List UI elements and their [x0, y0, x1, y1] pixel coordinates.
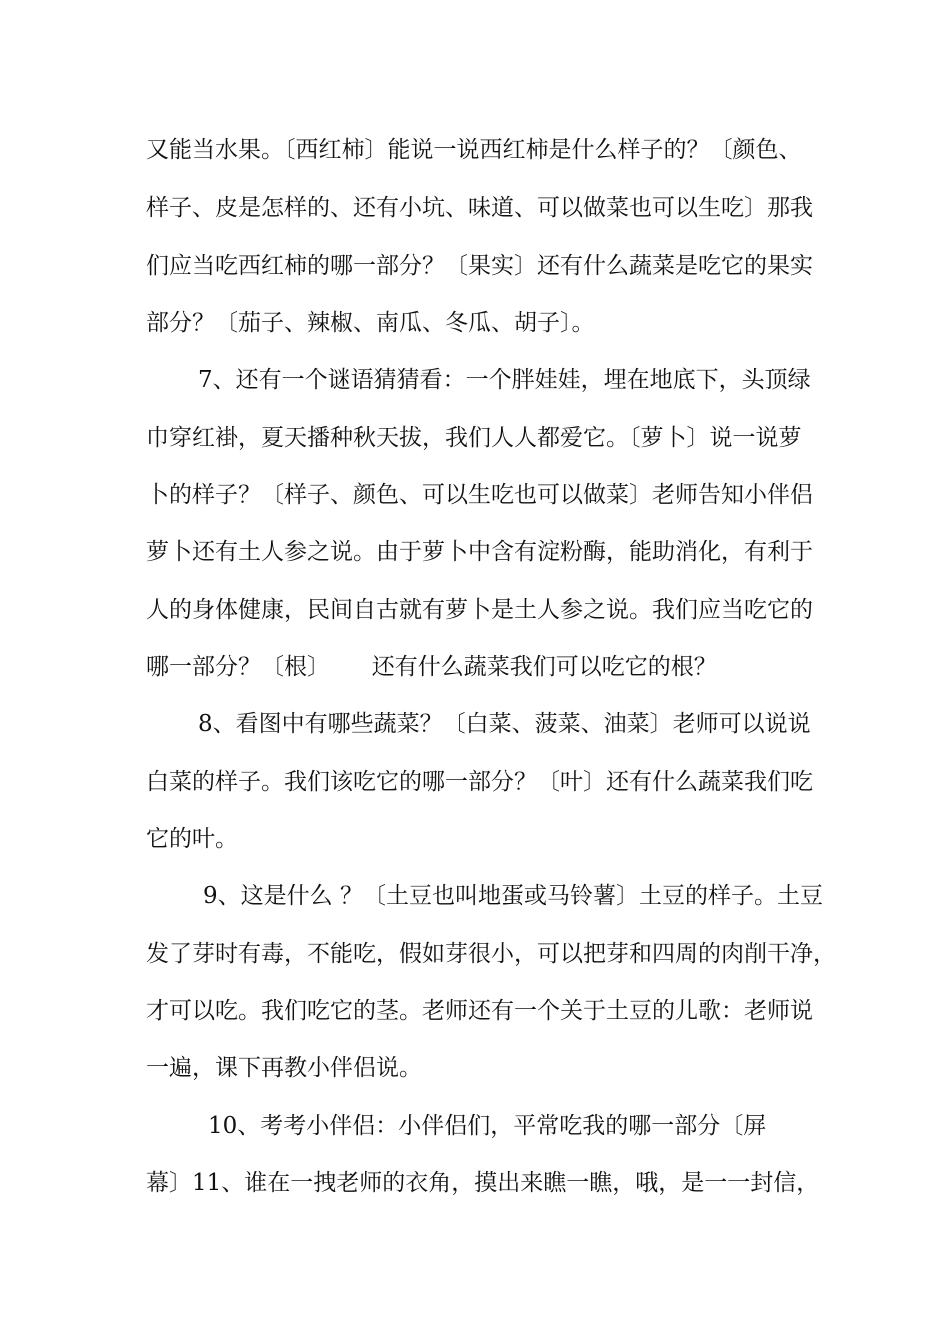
text-line: 们应当吃西红柿的哪一部分？〔果实〕还有什么蔬菜是吃它的果实: [146, 253, 813, 279]
text-line: 样子、皮是怎样的、还有小坑、味道、可以做菜也可以生吃〕那我: [146, 195, 813, 221]
paragraph-7-start: 7、还有一个谜语猜猜看：一个胖娃娃，埋在地底下，头顶绿: [198, 367, 811, 393]
text-line: 人的身体健康，民间自古就有萝卜是土人参之说。我们应当吃它的: [146, 597, 813, 623]
text-line: 发了芽时有毒，不能吃，假如芽很小，可以把芽和四周的肉削干净，: [146, 941, 836, 967]
text-line: 部分？〔茄子、辣椒、南瓜、冬瓜、胡子〕。: [146, 310, 595, 336]
paragraph-10-start: 10、考考小伴侣：小伴侣们，平常吃我的哪一部分〔屏: [208, 1113, 767, 1139]
text-line: 哪一部分？〔根〕 还有什么蔬菜我们可以吃它的根？: [146, 654, 717, 680]
text-line: 巾穿红褂，夏天播种秋天拔，我们人人都爱它。〔萝卜〕说一说萝: [146, 425, 802, 451]
text-line: 幕〕11、谁在一拽老师的衣角，摸出来瞧一瞧，哦，是一一封信，: [146, 1170, 820, 1196]
text-line: 卜的样子？〔样子、颜色、可以生吃也可以做菜〕老师告知小伴侣: [146, 482, 813, 508]
text-line: 白菜的样子。我们该吃它的哪一部分？〔叶〕还有什么蔬菜我们吃: [146, 769, 813, 795]
text-line: 萝卜还有土人参之说。由于萝卜中含有淀粉酶，能助消化，有利于: [146, 539, 813, 565]
text-line: 一遍，课下再教小伴侣说。: [146, 1055, 422, 1081]
text-line: 又能当水果。〔西红柿〕能说一说西红柿是什么样子的？〔颜色、: [146, 137, 802, 163]
paragraph-9-start: 9、这是什么 ？〔土豆也叫地蛋或马铃薯〕土豆的样子。土豆: [203, 883, 823, 909]
text-line: 它的叶。: [146, 826, 238, 852]
text-line: 才可以吃。我们吃它的茎。老师还有一个关于土豆的儿歌：老师说: [146, 998, 813, 1024]
paragraph-8-start: 8、看图中有哪些蔬菜？〔白菜、菠菜、油菜〕老师可以说说: [198, 711, 811, 737]
